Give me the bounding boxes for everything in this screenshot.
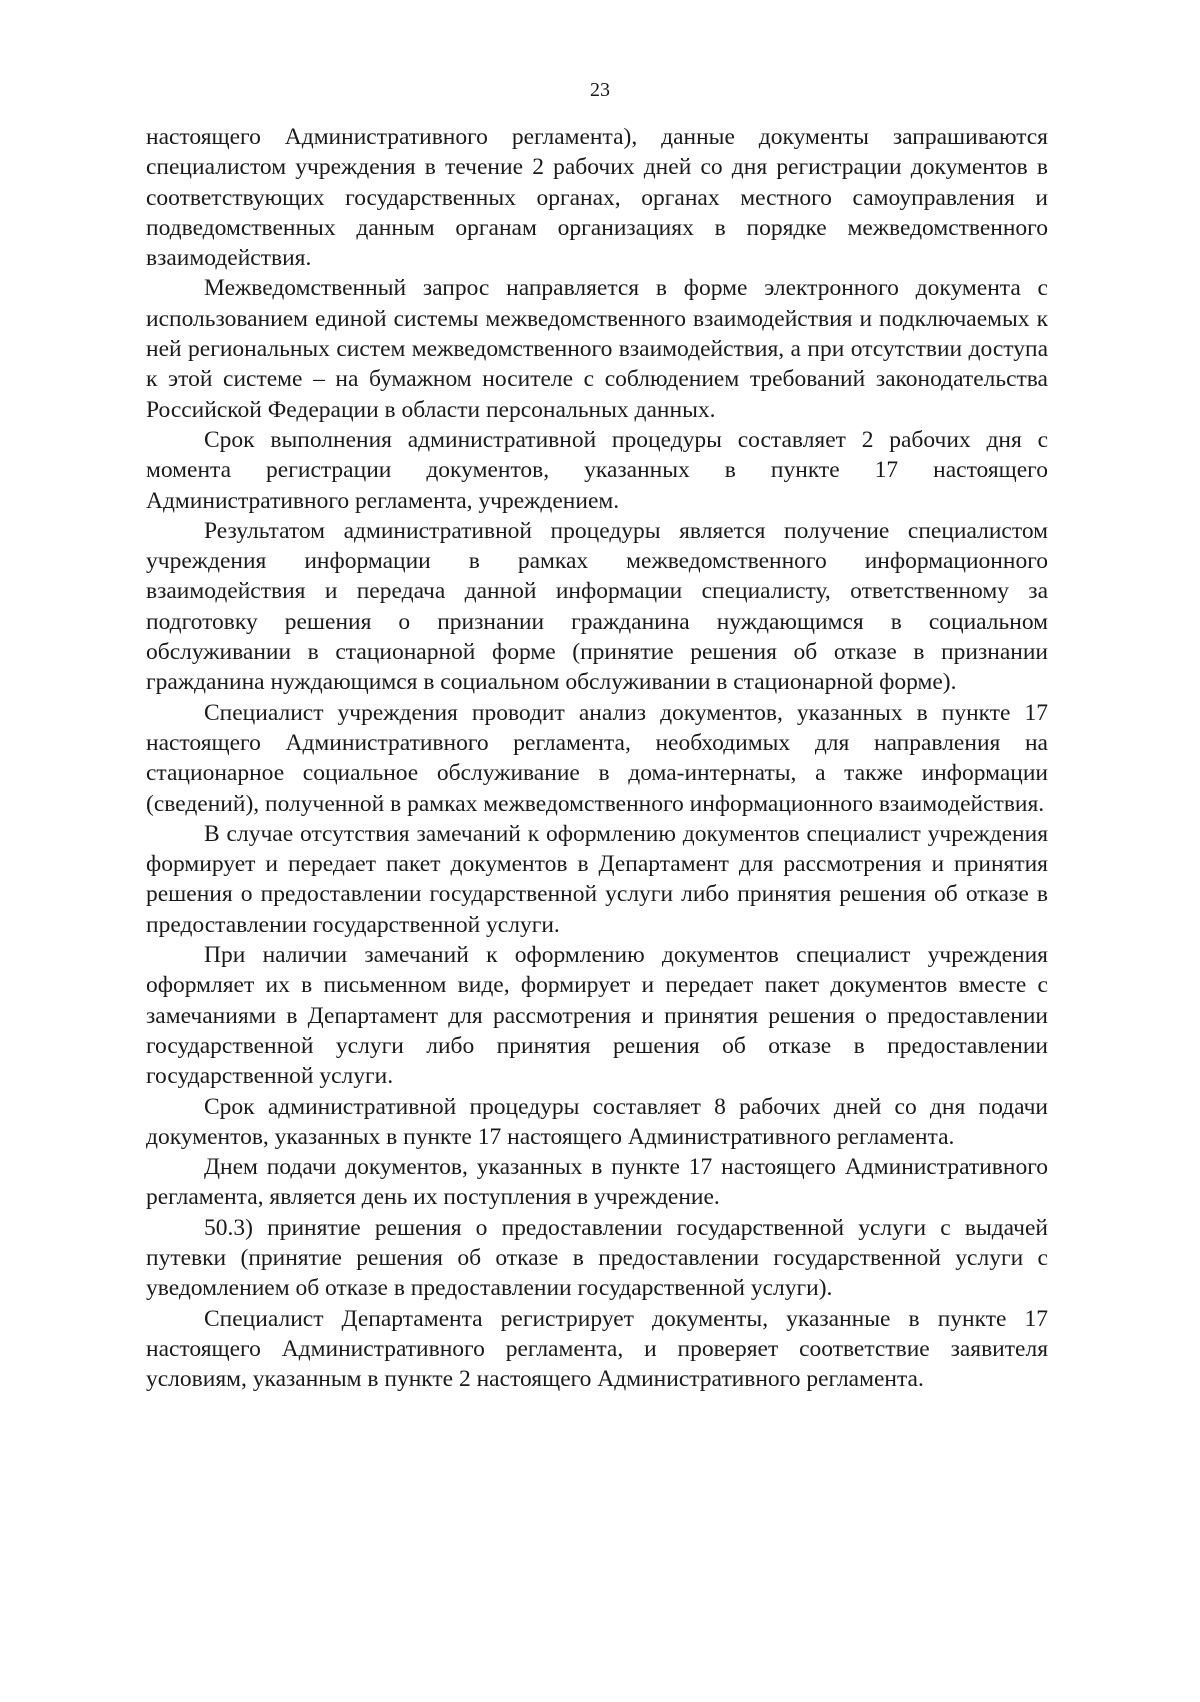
- page-number: 23: [590, 79, 610, 101]
- paragraph: Днем подачи документов, указанных в пункте 17 настоящего Административного регламента, является день их поступления в учреждение.: [146, 1154, 1048, 1211]
- paragraph: Специалист учреждения проводит анализ документов, указанных в пункте 17 настоящего Административного регламента, необходимых для направления на стационарное социальное обслуживание в дома-интернаты, а также информации (сведений), полученной в рамках межведомственного информационного взаимодействия.: [146, 699, 1048, 817]
- paragraph: настоящего Административного регламента), данные документы запрашиваются специалистом учреждения в течение 2 рабочих дней со дня регистрации документов в соответствующих государственных органах, органах местного самоуправления и подведомственных данным органам организациях в порядке межведомственного взаимодействия.: [146, 124, 1048, 272]
- paragraph: Межведомственный запрос направляется в форме электронного документа с использованием единой системы межведомственного взаимодействия и подключаемых к ней региональных систем межведомственного взаимодействия, а при отсутствии доступа к этой системе – на бумажном носителе с соблюдением требований законодательства Российской Федерации в области персональных данных.: [146, 275, 1048, 423]
- paragraph: При наличии замечаний к оформлению документов специалист учреждения оформляет их в письменном виде, формирует и передает пакет документов вместе с замечаниями в Департамент для рассмотрения и принятия решения о предоставлении государственной услуги либо принятия решения об отказе в предоставлении государственной услуги.: [146, 942, 1048, 1090]
- paragraph: Срок выполнения административной процедуры составляет 2 рабочих дня с момента регистрации документов, указанных в пункте 17 настоящего Административного регламента, учреждением.: [146, 426, 1048, 514]
- paragraph: Специалист Департамента регистрирует документы, указанные в пункте 17 настоящего Административного регламента, и проверяет соответствие заявителя условиям, указанным в пункте 2 настоящего Административного регламента.: [146, 1305, 1048, 1393]
- paragraph: Результатом административной процедуры является получение специалистом учреждения информации в рамках межведомственного информационного взаимодействия и передача данной информации специалисту, ответственному за подготовку решения о признании гражданина нуждающимся в социальном обслуживании в стационарной форме (принятие решения об отказе в признании гражданина нуждающимся в социальном обслуживании в стационарной форме).: [146, 517, 1048, 696]
- document-body: [146, 122, 1048, 1394]
- paragraph: 50.3) принятие решения о предоставлении государственной услуги с выдачей путевки (принятие решения об отказе в предоставлении государственной услуги с уведомлением об отказе в предоставлении государственной услуги).: [146, 1214, 1048, 1302]
- paragraph: В случае отсутствия замечаний к оформлению документов специалист учреждения формирует и передает пакет документов в Департамент для рассмотрения и принятия решения о предоставлении государственной услуги либо принятия решения об отказе в предоставлении государственной услуги.: [146, 820, 1048, 938]
- paragraph: Срок административной процедуры составляет 8 рабочих дней со дня подачи документов, указанных в пункте 17 настоящего Административного регламента.: [146, 1093, 1048, 1150]
